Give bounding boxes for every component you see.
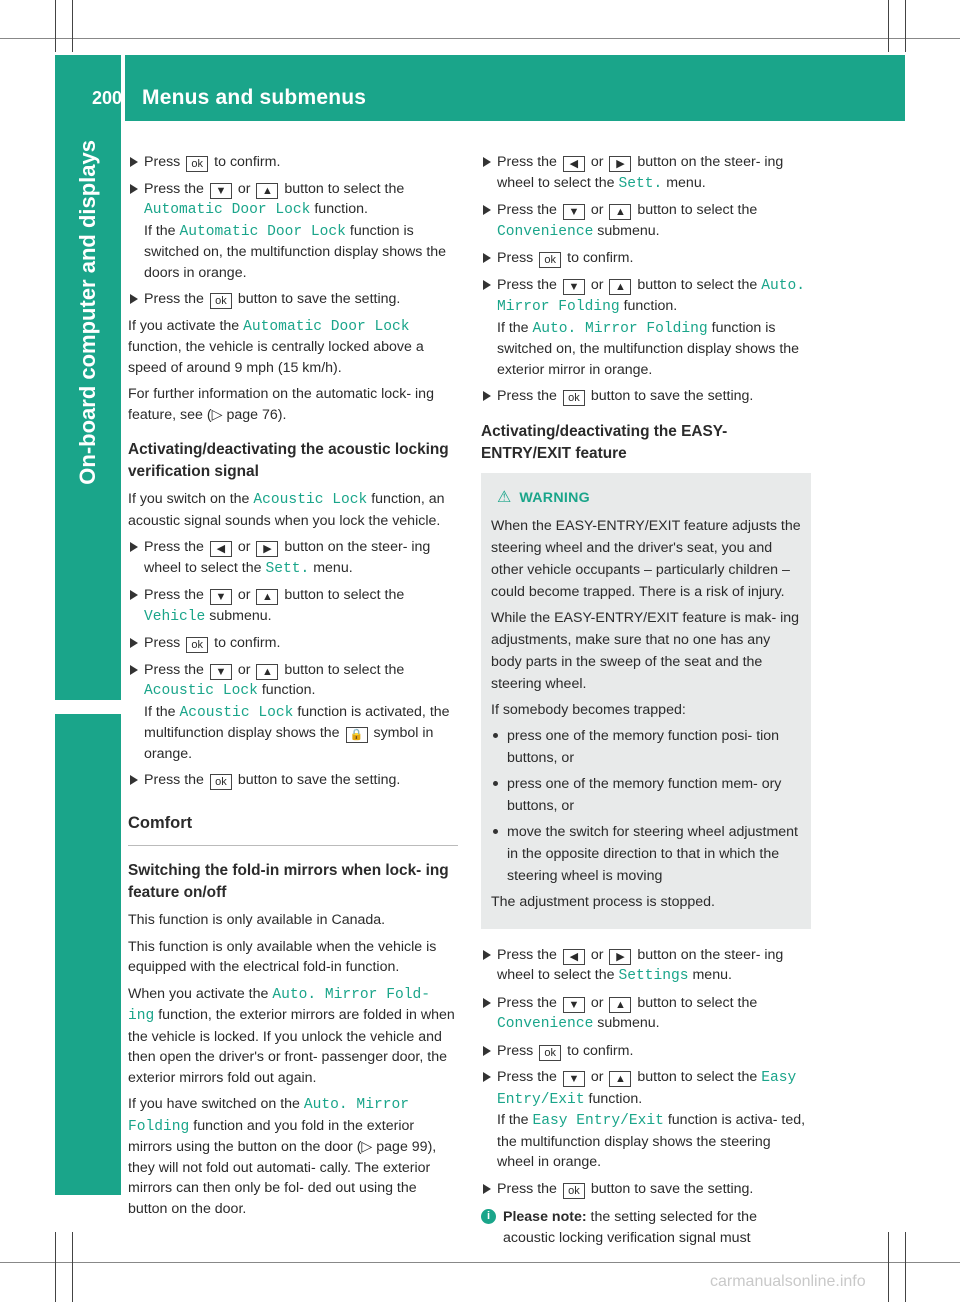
crop-mark bbox=[72, 1232, 73, 1302]
watermark: carmanualsonline.info bbox=[710, 1273, 866, 1290]
display-text: Vehicle bbox=[144, 608, 206, 625]
step: Press ok to confirm. bbox=[128, 633, 458, 654]
section-title: Menus and submenus bbox=[142, 86, 367, 109]
display-text: Auto. Mirror Folding bbox=[532, 320, 708, 337]
paragraph: If you switch on the Acoustic Lock function, an acoustic signal sounds when you lock the vehicle. bbox=[128, 491, 445, 529]
crop-mark bbox=[0, 38, 960, 39]
paragraph: If you activate the Automatic Door Lock function, the vehicle is centrally locked above a speed of around 9 mph (15 km/h). bbox=[128, 317, 424, 376]
ok-key-icon: ok bbox=[210, 774, 232, 790]
list-item: press one of the memory function mem- ory buttons, or bbox=[491, 773, 801, 817]
warning-title: WARNING bbox=[519, 489, 591, 506]
right-key-icon: ▶ bbox=[609, 949, 631, 965]
crop-mark bbox=[905, 1232, 906, 1302]
ok-key-icon: ok bbox=[186, 156, 208, 172]
warning-text: The adjustment process is stopped. bbox=[491, 893, 715, 910]
up-key-icon: ▲ bbox=[609, 1071, 631, 1087]
list-item: move the switch for steering wheel adjustment in the opposite direction to that in which the steering wheel is moving bbox=[491, 821, 801, 887]
step: Press the ▼ or ▲ button to select the Automatic Door Lock function. If the Automatic Door Lock function is switched on, the multifunction display shows the doors in orange. bbox=[128, 179, 458, 284]
left-key-icon: ◀ bbox=[563, 156, 585, 172]
ok-key-icon: ok bbox=[210, 293, 232, 309]
info-icon: i bbox=[481, 1209, 496, 1224]
up-key-icon: ▲ bbox=[256, 589, 278, 605]
warning-text: While the EASY-ENTRY/EXIT feature is mak- ing adjustments, make sure that no one has any body parts in the sweep of the seat and the steering wheel. bbox=[491, 609, 800, 692]
step: Press the ▼ or ▲ button to select the Easy Entry/Exit function. If the Easy Entry/Exit function is activa- ted, the multifunction display shows the steering wheel in orange. bbox=[481, 1067, 811, 1173]
display-text: Convenience bbox=[497, 1016, 594, 1032]
ok-key-icon: ok bbox=[563, 1183, 585, 1199]
paragraph: If you have switched on the Auto. Mirror Folding function and you fold in the exterior mirrors using the button on the door (▷ page 99), they will not fold out automati- cally. The exterior mirrors can then only be fol- ded out using the button on the door. bbox=[128, 1096, 437, 1217]
display-text: Sett. bbox=[618, 175, 663, 192]
display-text: Settings bbox=[618, 968, 689, 984]
down-key-icon: ▼ bbox=[563, 1071, 585, 1087]
up-key-icon: ▲ bbox=[256, 183, 278, 199]
note-label: Please note: bbox=[503, 1209, 587, 1225]
down-key-icon: ▼ bbox=[563, 279, 585, 295]
crop-mark bbox=[888, 1232, 889, 1302]
display-text: Acoustic Lock bbox=[253, 492, 368, 508]
crop-mark bbox=[55, 0, 56, 52]
left-key-icon: ◀ bbox=[563, 949, 585, 965]
display-text: Easy Entry/Exit bbox=[497, 1070, 797, 1108]
display-text: Auto. Mirror Folding bbox=[128, 1097, 409, 1135]
display-text: Auto. Mirror Fold‐ ing bbox=[128, 986, 430, 1024]
heading-fold-mirrors: Switching the fold-in mirrors when lock- ing feature on/off bbox=[128, 862, 449, 901]
crop-mark bbox=[0, 1262, 960, 1263]
display-text: Convenience bbox=[497, 223, 594, 240]
ok-key-icon: ok bbox=[539, 252, 561, 268]
step: Press the ▼ or ▲ button to select the Vehicle submenu. bbox=[128, 585, 458, 627]
crop-mark bbox=[55, 1232, 56, 1302]
side-tab-gap bbox=[55, 700, 121, 714]
step: Press the ▼ or ▲ button to select the Convenience submenu. bbox=[481, 993, 811, 1035]
step: Press ok to confirm. bbox=[481, 1041, 811, 1062]
down-key-icon: ▼ bbox=[210, 589, 232, 605]
side-tab-label: On-board computer and displays bbox=[75, 140, 100, 485]
warning-icon: ⚠ bbox=[497, 488, 512, 506]
warning-text: If somebody becomes trapped: bbox=[491, 701, 686, 718]
list-item: press one of the memory function posi- tion buttons, or bbox=[491, 725, 801, 769]
step: Press ok to confirm. bbox=[481, 248, 811, 269]
display-text: Automatic Door Lock bbox=[179, 223, 346, 240]
step: Press the ▼ or ▲ button to select the Convenience submenu. bbox=[481, 200, 811, 242]
page-number: 200 bbox=[91, 88, 122, 108]
step: Press the ▼ or ▲ button to select the Auto. Mirror Folding function. If the Auto. Mirror Folding function is switched on, the multifunction display shows the exterior mirror in orange. bbox=[481, 275, 811, 381]
warning-box bbox=[481, 473, 811, 929]
step: Press the ◀ or ▶ button on the steer- ing wheel to select the Sett. menu. bbox=[481, 152, 811, 194]
step: Press the ◀ or ▶ button on the steer- ing wheel to select the Sett. menu. bbox=[128, 537, 458, 579]
step: Press the ok button to save the setting. bbox=[128, 289, 458, 310]
step: Press the ok button to save the setting. bbox=[128, 770, 458, 791]
display-text: Sett. bbox=[265, 560, 310, 577]
display-text: Easy Entry/Exit bbox=[532, 1113, 664, 1129]
right-key-icon: ▶ bbox=[609, 156, 631, 172]
heading-easy-entry: Activating/deactivating the EASY- ENTRY/EXIT feature bbox=[481, 422, 728, 462]
display-text: Auto. Mirror Folding bbox=[497, 277, 806, 315]
paragraph: This function is only available in Canada. bbox=[128, 912, 386, 928]
warning-text: When the EASY-ENTRY/EXIT feature adjusts the steering wheel and the driver's seat, you and other vehicle occupants – particularly children – could become trapped. There is a risk of injury. bbox=[491, 517, 801, 600]
ok-key-icon: ok bbox=[563, 390, 585, 406]
paragraph: For further information on the automatic lock- ing feature, see (▷ page 76). bbox=[128, 386, 434, 423]
up-key-icon: ▲ bbox=[609, 997, 631, 1013]
up-key-icon: ▲ bbox=[609, 279, 631, 295]
step: Press ok to confirm. bbox=[128, 152, 458, 173]
crop-mark bbox=[888, 0, 889, 52]
note bbox=[481, 1207, 811, 1248]
side-tab-label-wrap bbox=[60, 140, 116, 700]
warning-header bbox=[491, 487, 801, 509]
step: Press the ok button to save the setting. bbox=[481, 1179, 811, 1200]
ok-key-icon: ok bbox=[539, 1045, 561, 1061]
display-text: Automatic Door Lock bbox=[144, 202, 311, 218]
heading-acoustic: Activating/deactivating the acoustic locking verification signal bbox=[128, 441, 449, 480]
up-key-icon: ▲ bbox=[256, 664, 278, 680]
step: Press the ok button to save the setting. bbox=[481, 386, 811, 407]
right-key-icon: ▶ bbox=[256, 541, 278, 557]
display-text: Acoustic Lock bbox=[179, 704, 294, 721]
right-column bbox=[481, 152, 811, 1248]
lock-icon: 🔒 bbox=[346, 727, 368, 743]
down-key-icon: ▼ bbox=[563, 997, 585, 1013]
step: Press the ◀ or ▶ button on the steer- ing wheel to select the Settings menu. bbox=[481, 945, 811, 987]
step: Press the ▼ or ▲ button to select the Acoustic Lock function. If the Acoustic Lock function is activated, the multifunction display shows the 🔒 symbol in orange. bbox=[128, 660, 458, 765]
display-text: Automatic Door Lock bbox=[243, 318, 410, 335]
left-key-icon: ◀ bbox=[210, 541, 232, 557]
heading-comfort: Comfort bbox=[128, 813, 458, 847]
paragraph: When you activate the Auto. Mirror Fold‐ ing function, the exterior mirrors are folded in when the vehicle is locked. If you unlock the vehicle and then open the driver's or front- passenger door, the exterior mirrors fold out again. bbox=[128, 985, 455, 1086]
ok-key-icon: ok bbox=[186, 637, 208, 653]
up-key-icon: ▲ bbox=[609, 204, 631, 220]
display-text: Acoustic Lock bbox=[144, 683, 258, 699]
paragraph: This function is only available when the vehicle is equipped with the electrical fold-in function. bbox=[128, 938, 437, 975]
down-key-icon: ▼ bbox=[563, 204, 585, 220]
note-text: the setting selected for the acoustic locking verification signal must bbox=[503, 1209, 757, 1246]
left-column bbox=[128, 152, 458, 1225]
down-key-icon: ▼ bbox=[210, 183, 232, 199]
crop-mark bbox=[905, 0, 906, 52]
crop-mark bbox=[72, 0, 73, 52]
down-key-icon: ▼ bbox=[210, 664, 232, 680]
